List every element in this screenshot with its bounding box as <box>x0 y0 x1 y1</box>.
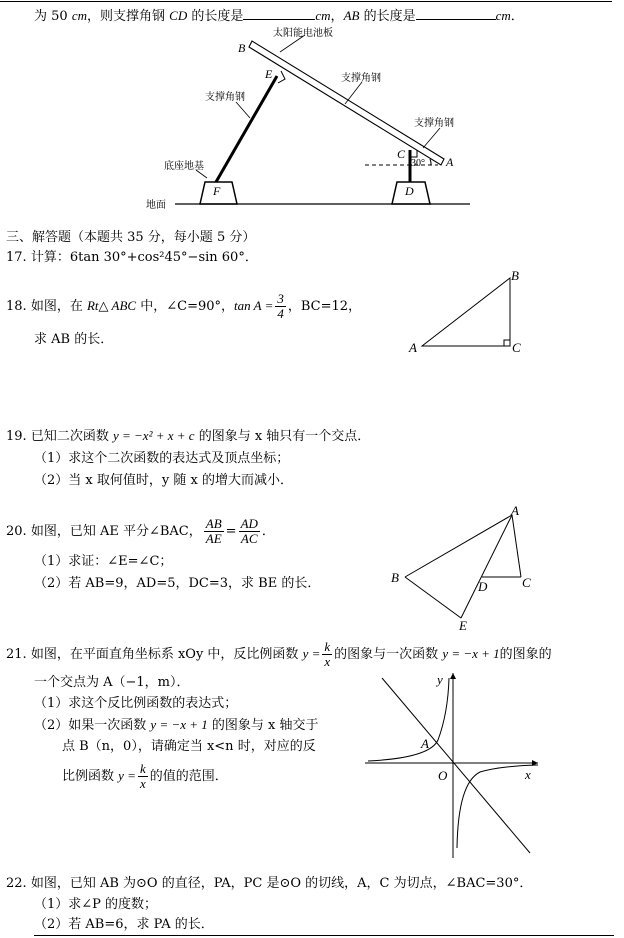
q19-part1: （1）求这个二次函数的表达式及顶点坐标； <box>34 451 290 466</box>
q16-unit2: cm <box>315 8 331 23</box>
q21-lin: y = −x + 1 <box>442 646 500 661</box>
q20-eq: = <box>225 524 237 539</box>
q18-num: 18. <box>6 299 27 314</box>
q21-graph <box>360 668 550 863</box>
top-rule <box>0 1 612 2</box>
q19-num: 19. <box>6 429 27 444</box>
q21-axis-x: x <box>525 767 531 782</box>
q18-b: 中，∠C=90°， <box>140 299 235 314</box>
point-E: E <box>265 67 273 81</box>
q16-mid3: 的长度是 <box>363 9 416 24</box>
q18-triangle <box>400 268 540 363</box>
point-F: F <box>213 184 221 198</box>
q20-part1: （1）求证：∠E=∠C； <box>34 554 173 569</box>
q21-line2: 一个交点为 A（−1，m）． <box>34 675 190 690</box>
q20-a: 如图，已知 AE 平分∠BAC， <box>30 524 202 539</box>
q19-eq: y = −x² + x + c <box>112 428 195 443</box>
q18-point-B: B <box>511 268 519 283</box>
q21-point-A: A <box>421 736 429 751</box>
q20-frac1: $\frac{AB}{AE}$ <box>205 516 222 546</box>
label-base: 底座地基 <box>164 161 204 172</box>
q18-a: 如图，在 <box>30 299 83 314</box>
label-solar-panel: 太阳能电池板 <box>273 28 333 39</box>
q21-origin: O <box>438 768 448 783</box>
q21 <box>6 640 552 669</box>
q16-pre: 为 50 <box>34 9 68 24</box>
q16-mid: ，则支撑角钢 <box>87 9 166 24</box>
q20-point-E: E <box>459 618 467 633</box>
q18-point-C: C <box>512 340 521 355</box>
q21-frac: $\frac{k}{x}$ <box>324 639 331 669</box>
q21-axis-y: y <box>437 672 443 687</box>
label-support-right: 支撑角钢 <box>414 118 454 129</box>
q21-frac2: $\frac{k}{x}$ <box>139 761 146 791</box>
q21-c: 的图象的 <box>499 647 552 662</box>
q19-part2: （2）当 x 取何值时，y 随 x 的增大而减小． <box>34 473 293 488</box>
point-A: A <box>446 155 454 169</box>
q18 <box>6 292 361 321</box>
q20-frac2: $\frac{AD}{AC}$ <box>240 516 258 546</box>
q18-c: ，BC=12， <box>287 299 362 314</box>
q16-ab: AB <box>343 8 360 23</box>
q20-point-C: C <box>522 575 531 590</box>
label-support-left: 支撑角钢 <box>205 92 245 103</box>
q20-num: 20. <box>6 524 27 539</box>
point-C: C <box>397 147 406 161</box>
section-heading: 三、解答题（本题共 35 分，每小题 5 分） <box>6 230 256 245</box>
q19 <box>6 428 370 445</box>
q21-part2: （2）如果一次函数 y = −x + 1 的图象与 x 轴交于 <box>34 717 319 733</box>
q21-y1: y = <box>302 646 321 661</box>
q16-comma: ， <box>330 9 344 24</box>
q18-fraction: $\frac{3}{4}$ <box>277 291 284 321</box>
point-B: B <box>238 41 246 55</box>
point-D: D <box>405 184 414 198</box>
q18-point-A: A <box>409 340 417 355</box>
q22-part2: （2）若 AB=6，求 PA 的长． <box>34 917 214 932</box>
q22-num: 22. <box>6 876 27 891</box>
solar-panel-figure <box>0 20 624 220</box>
q16-cd: CD <box>169 8 188 23</box>
q16-unit3: cm <box>495 8 511 23</box>
q17-num: 17. <box>6 250 27 265</box>
blank-cd[interactable] <box>243 7 315 20</box>
q20-point-A: A <box>511 503 519 518</box>
q17-text: 计算：6tan 30°+cos²45°−sin 60°． <box>30 250 258 265</box>
q16-mid2: 的长度是 <box>191 9 244 24</box>
q16-unit1: cm <box>71 8 87 23</box>
q16-end: ． <box>510 9 524 24</box>
q19-a: 已知二次函数 <box>30 429 109 444</box>
label-support-mid: 支撑角钢 <box>341 73 381 84</box>
q18-tan: tan A = <box>234 298 274 313</box>
q17 <box>6 250 258 266</box>
q19-b: 的图象与 x 轴只有一个交点． <box>198 429 371 444</box>
q20-point-B: B <box>391 570 399 585</box>
q20-part2: （2）若 AB=9，AD=5，DC=3，求 BE 的长． <box>34 576 321 591</box>
q20-end: ． <box>261 524 275 539</box>
q20-point-D: D <box>478 579 488 594</box>
blank-ab[interactable] <box>416 7 496 20</box>
angle-30: 30° <box>411 158 425 169</box>
q18-line2: 求 AB 的长． <box>34 332 114 347</box>
q21-num: 21. <box>6 647 27 662</box>
label-ground: 地面 <box>146 200 166 211</box>
q22-part1: （1）求∠P 的度数； <box>34 897 158 912</box>
q21-b: 的图象与一次函数 <box>334 647 439 662</box>
q20 <box>6 517 275 546</box>
q21-a: 如图，在平面直角坐标系 xOy 中，反比例函数 <box>30 647 299 662</box>
q22 <box>6 876 532 892</box>
q21-part2-line3: 比例函数 y = $\frac{k}{x}$ 的值的范围． <box>62 761 228 791</box>
q21-part2-line2: 点 B（n，0），请确定当 x<n 时，对应的反 <box>62 739 316 754</box>
q20-triangle <box>385 500 545 635</box>
q21-part1: （1）求这个反比例函数的表达式； <box>34 696 238 711</box>
q22-a: 如图，已知 AB 为⊙O 的直径，PA，PC 是⊙O 的切线，A，C 为切点，∠BAC=30°． <box>30 876 533 891</box>
q18-rt: Rt△ ABC <box>86 298 137 313</box>
bottom-rule <box>34 935 614 936</box>
